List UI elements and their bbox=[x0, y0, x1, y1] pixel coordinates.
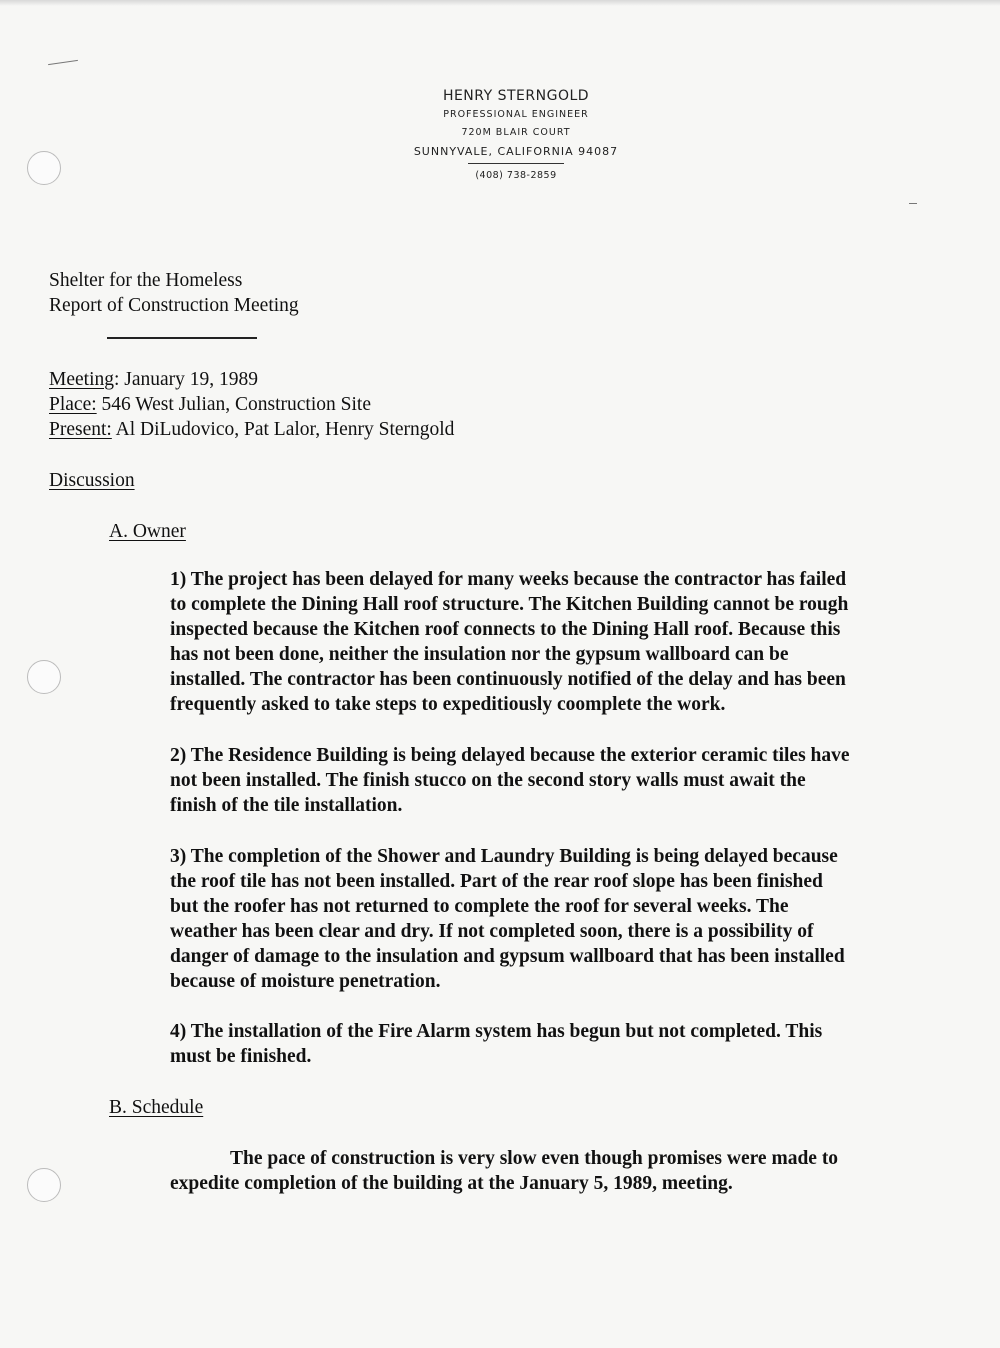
paragraph-line: to complete the Dining Hall roof structure. The Kitchen Building cannot be rough bbox=[170, 594, 849, 615]
letterhead-rule bbox=[468, 163, 564, 164]
punch-hole-middle bbox=[27, 660, 61, 694]
paragraph-line: expedite completion of the building at the January 5, 1989, meeting. bbox=[170, 1173, 733, 1194]
paragraph-line: 2) The Residence Building is being delayed because the exterior ceramic tiles have bbox=[170, 745, 850, 766]
owner-item-2 bbox=[170, 743, 960, 818]
place-value: 546 West Julian, Construction Site bbox=[101, 394, 371, 415]
meeting-value: January 19, 1989 bbox=[124, 369, 259, 390]
title-divider bbox=[107, 337, 257, 339]
letterhead-street: 720M BLAIR COURT bbox=[461, 127, 571, 138]
letterhead bbox=[300, 86, 732, 182]
paragraph-line: finish of the tile installation. bbox=[170, 795, 403, 816]
paragraph-line: not been installed. The finish stucco on the second story walls must await the bbox=[170, 770, 806, 791]
paragraph-line: 4) The installation of the Fire Alarm system has begun but not completed. This bbox=[170, 1021, 823, 1042]
paragraph-line: weather has been clear and dry. If not completed soon, there is a possibility of bbox=[170, 921, 814, 942]
paragraph-line: 1) The project has been delayed for many weeks because the contractor has failed bbox=[170, 569, 847, 590]
paragraph-line: inspected because the Kitchen roof connects to the Dining Hall roof. Because this bbox=[170, 619, 841, 640]
present-row bbox=[49, 417, 454, 442]
owner-item-4 bbox=[170, 1019, 960, 1069]
paragraph-line: because of moisture penetration. bbox=[170, 971, 441, 992]
paragraph-line: installed. The contractor has been continuously notified of the delay and has been bbox=[170, 669, 846, 690]
letterhead-name: HENRY STERNGOLD bbox=[442, 88, 590, 104]
paragraph-line: must be finished. bbox=[170, 1046, 312, 1067]
paragraph-line: 3) The completion of the Shower and Laundry Building is being delayed because bbox=[170, 846, 838, 867]
punch-hole-bottom bbox=[27, 1168, 61, 1202]
present-label: Present: bbox=[49, 419, 112, 440]
scan-speck bbox=[909, 203, 917, 204]
owner-heading: A. Owner bbox=[109, 521, 186, 542]
meeting-label: Meeting bbox=[49, 369, 114, 390]
owner-item-1 bbox=[170, 567, 960, 717]
meeting-colon: : bbox=[113, 369, 125, 390]
letterhead-city: SUNNYVALE, CALIFORNIA 94087 bbox=[413, 145, 619, 158]
paragraph-line: danger of damage to the insulation and gypsum wallboard that has been installed bbox=[170, 946, 845, 967]
meeting-row bbox=[49, 367, 454, 392]
document-title bbox=[49, 268, 299, 318]
place-label: Place: bbox=[49, 394, 97, 415]
place-row bbox=[49, 392, 454, 417]
schedule-heading: B. Schedule bbox=[109, 1097, 204, 1118]
paragraph-line: has not been done, neither the insulation nor the gypsum wallboard can be bbox=[170, 644, 789, 665]
scan-speck bbox=[48, 60, 78, 65]
meeting-details bbox=[49, 367, 454, 442]
letterhead-title: PROFESSIONAL ENGINEER bbox=[443, 109, 589, 120]
letterhead-phone: (408) 738-2859 bbox=[475, 170, 557, 181]
discussion-heading: Discussion bbox=[49, 470, 135, 491]
paragraph-line: the roof tile has not been installed. Part of the rear roof slope has been finished bbox=[170, 871, 823, 892]
schedule-paragraph bbox=[170, 1146, 960, 1196]
punch-hole-top bbox=[27, 151, 61, 185]
document-title-line1: Shelter for the Homeless bbox=[49, 270, 243, 291]
present-value: Al DiLudovico, Pat Lalor, Henry Sterngold bbox=[115, 419, 455, 440]
paragraph-line: but the roofer has not returned to complete the roof for several weeks. The bbox=[170, 896, 789, 917]
owner-item-3 bbox=[170, 844, 960, 994]
paragraph-line: frequently asked to take steps to expeditiously coomplete the work. bbox=[170, 694, 726, 715]
paragraph-line: The pace of construction is very slow even though promises were made to bbox=[230, 1148, 839, 1169]
document-title-line2: Report of Construction Meeting bbox=[49, 295, 299, 316]
page-edge bbox=[0, 0, 1000, 6]
